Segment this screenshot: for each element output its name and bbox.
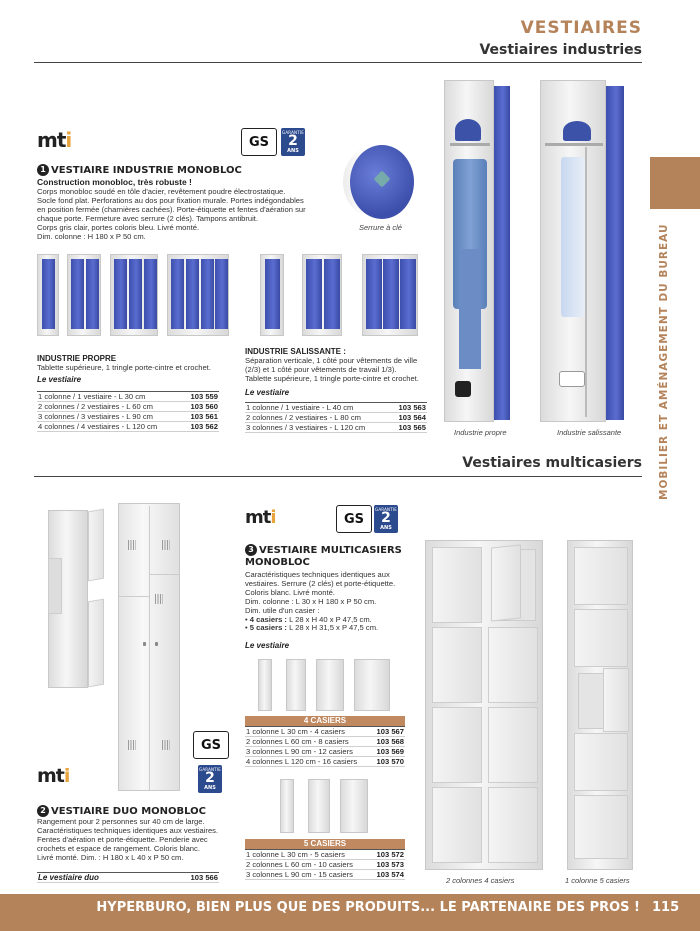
mt-logo: mti [245, 507, 276, 528]
helmet-icon [563, 121, 591, 141]
product2-table [37, 872, 219, 883]
four-casiers-table [245, 726, 405, 767]
product1-description: Corps monobloc soudé en tôle d'acier, revêtement poudre électrostatique. Socle fond plat. Perforations au dos pour fixation murale. Portes indégondables en position fermée (charnières cachées). Porte-étiquette et fentes d'aération sur chaque porte. Fermeture avec serrure (2 clés). Tampons antibruit. Corps gris clair, portes coloris bleu. Livré monté. Dim. colonne : H 180 x P 50 cm. [37, 187, 306, 241]
locker-thumb-salissante-2 [302, 254, 342, 336]
table-row: 1 colonne L 30 cm - 5 casiers 103 572 [246, 850, 404, 859]
duo-open-locker-photo [48, 510, 108, 690]
propre-table [37, 391, 219, 432]
locker-thumb-1col [37, 254, 59, 336]
product3-description: Caractéristiques techniques identiques aux vestiaires. Serrure (2 clés) et porte-étiquette. Coloris blanc. Livré monté. Dim. colonne : L 30 x H 180 x P 50 cm. Dim. utile d'un casier : • 4 casiers : L 28 x H 40 x P 47,5 cm. • 5 casiers : L 28 x H 31,5 x P 47,5 cm. [245, 571, 415, 633]
table-row: 2 colonnes / 2 vestiaires - L 60 cm 103 560 [38, 402, 218, 411]
product3-title: 3 VESTIAIRE MULTICASIERS [245, 544, 402, 556]
shoes [559, 371, 585, 387]
gs-certification-logo: GS [193, 731, 229, 759]
open-casier-door [603, 668, 629, 732]
table-row: Le vestiaire duo 103 566 [38, 873, 218, 882]
side-tab [650, 157, 700, 209]
header-rule [34, 62, 642, 63]
propre-description: Tablette supérieure, 1 tringle porte-cintre et crochet. [37, 363, 211, 372]
five-casiers-table [245, 849, 405, 880]
locker-thumb-2col [67, 254, 101, 336]
salissante-heading: INDUSTRIE SALISSANTE : [245, 347, 346, 356]
open-door-salissante [606, 86, 624, 420]
mt-logo: mti [37, 765, 70, 787]
locker-thumb-salissante-1 [260, 254, 284, 336]
gs-certification-logo: GS [336, 505, 372, 533]
table-row: 1 colonne / 1 vestiaire - L 40 cm 103 563 [246, 403, 426, 412]
boots [455, 381, 471, 397]
four-photo-caption: 2 colonnes 4 casiers [446, 876, 515, 885]
section-multicasiers-title: Vestiaires multicasiers [462, 455, 642, 471]
locker-photo-propre [444, 80, 494, 422]
lock-detail-photo [350, 145, 414, 219]
table-row: 3 colonnes / 3 vestiaires - L 120 cm 103 565 [246, 423, 426, 432]
open-door-propre [494, 86, 510, 420]
table-row: 2 colonnes L 60 cm - 10 casiers 103 573 [246, 860, 404, 869]
table-row: 4 colonnes / 4 vestiaires - L 120 cm 103 562 [38, 422, 218, 431]
salissante-description: Séparation verticale, 1 côté pour vêtements de ville (2/3) et 1 côté pour vêtements de travail 1/3). Tablette supérieure, 1 tringle porte-cintre et crochet. [245, 356, 419, 383]
product2-description: Rangement pour 2 personnes sur 40 cm de large. Caractéristiques techniques identiques aux vestiaires. Fentes d'aération et porte-étiquette. Penderie avec crochets et espace de rangement. Coloris blanc. Livré monté. Dim. : H 180 x L 40 x P 50 cm. [37, 817, 219, 862]
salissante-table [245, 402, 427, 433]
locker-thumb-4col [167, 254, 229, 336]
multicasier-4-photo [425, 540, 543, 870]
salissante-photo-caption: Industrie salissante [557, 428, 622, 437]
table-row: 3 colonnes L 90 cm - 15 casiers 103 574 [246, 870, 404, 879]
table-row: 1 colonne / 1 vestiaire - L 30 cm 103 559 [38, 392, 218, 401]
side-tab-label: MOBILIER ET AMÉNAGEMENT DU BUREAU [658, 223, 670, 500]
table-row: 2 colonnes / 2 vestiaires - L 80 cm 103 564 [246, 413, 426, 422]
product3-title-line2: MONOBLOC [245, 557, 310, 568]
product3-label: Le vestiaire [245, 641, 290, 650]
five-photo-caption: 1 colonne 5 casiers [565, 876, 630, 885]
table-row: 3 colonnes / 3 vestiaires - L 90 cm 103 561 [38, 412, 218, 421]
locker-thumb-3col [110, 254, 158, 336]
product1-title: 1 VESTIAIRE INDUSTRIE MONOBLOC [37, 164, 242, 176]
table-row: 3 colonnes L 90 cm - 12 casiers 103 569 [246, 747, 404, 756]
propre-heading: INDUSTRIE PROPRE [37, 354, 117, 363]
duo-locker-photo [118, 503, 180, 791]
table-row: 1 colonne L 30 cm - 4 casiers 103 567 [246, 727, 404, 736]
section-category: VESTIAIRES [520, 18, 642, 38]
four-casiers-band: 4 CASIERS [245, 716, 405, 726]
mt-logo: mti [37, 128, 72, 152]
footer-slogan: HYPERBURO, BIEN PLUS QUE DES PRODUITS... LE PARTENAIRE DES PROS ! [96, 900, 640, 915]
propre-photo-caption: Industrie propre [454, 428, 507, 437]
guarantee-badge: GARANTIE 2 ANS [199, 767, 221, 791]
salissante-label: Le vestiaire [245, 388, 290, 397]
five-casiers-band: 5 CASIERS [245, 839, 405, 849]
table-row: 2 colonnes L 60 cm - 8 casiers 103 568 [246, 737, 404, 746]
guarantee-badge: GARANTIE 2 ANS [282, 130, 304, 154]
page-number: 115 [652, 900, 680, 915]
open-casier-door [491, 544, 521, 621]
product1-subtitle: Construction monobloc, très robuste ! [37, 177, 192, 187]
guarantee-badge: GARANTIE 2 ANS [375, 507, 397, 531]
section-subtitle: Vestiaires industries [479, 42, 642, 58]
helmet-icon [455, 119, 481, 141]
lock-icon [374, 171, 391, 188]
gs-certification-logo: GS [241, 128, 277, 156]
city-shirt [561, 157, 585, 317]
propre-label: Le vestiaire [37, 375, 82, 384]
bullet-5-casiers: • 5 casiers : L 28 x H 31,5 x P 47,5 cm. [245, 623, 379, 633]
locker-thumb-salissante-3 [362, 254, 418, 336]
table-row: 4 colonnes L 120 cm - 16 casiers 103 570 [246, 757, 404, 766]
lock-caption: Serrure à clé [359, 223, 402, 232]
product2-title: 2 VESTIAIRE DUO MONOBLOC [37, 805, 206, 817]
bullet-4-casiers: • 4 casiers : L 28 x H 40 x P 47,5 cm. [245, 614, 372, 624]
section-rule [34, 476, 642, 477]
locker-photo-salissante [540, 80, 606, 422]
